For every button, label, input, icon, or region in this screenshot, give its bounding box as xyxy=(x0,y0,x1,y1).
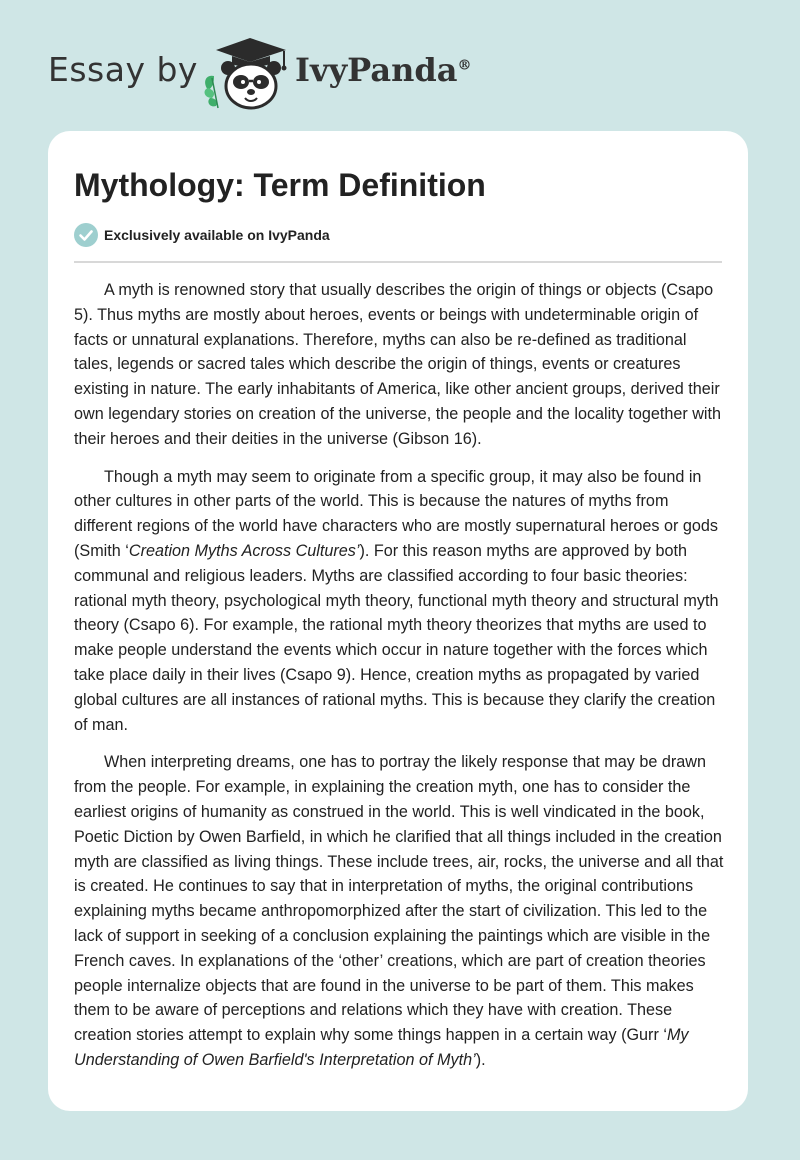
essay-body xyxy=(74,278,724,1086)
exclusive-badge xyxy=(74,222,330,248)
citation-title: Creation Myths Across Cultures’ xyxy=(128,541,360,560)
paragraph-text: Though a myth may seem to originate from a specific group, it may also be found in other cultures in other parts of the world. This is because the natures of myths from different regions of the world have characters who are mostly supernatural heroes or gods (Smith ‘ xyxy=(74,467,718,560)
paragraph-text: When interpreting dreams, one has to portray the likely response that may be drawn from the people. For example, in explaining the creation myth, one has to consider the earliest origins of humanity as construed in the world. This is well vindicated in the book, Poetic Diction by Owen Barfield, in which he clarified that all things included in the creation myth are classified as living things. These include trees, air, rocks, the universe and all that is created. He continues to say that in interpretation of myths, the original contributions explaining myths became anthropomorphized after the start of civilization. This led to the lack of support in seeking of a conclusion explaining the paintings which are visible in the French caves. In explanations of the ‘other’ creations, which are part of creation theories people internalize objects that are found in the universe to be part of them. This makes them to be aware of perceptions and relations which they have with creation. These creation stories attempt to explain why some things happen in a certain way (Gurr ‘ xyxy=(74,753,724,1045)
title-divider xyxy=(74,261,722,263)
paragraph xyxy=(74,278,724,452)
exclusive-badge-text: Exclusively available on IvyPanda xyxy=(104,227,330,243)
panda-logo-icon[interactable] xyxy=(198,32,290,112)
essay-card xyxy=(48,131,748,1111)
citation-title: My Understanding of Owen Barfield's Interpretation of Myth’ xyxy=(74,1026,689,1069)
check-circle-icon xyxy=(74,223,98,247)
brand-name[interactable] xyxy=(295,51,471,89)
paragraph xyxy=(74,465,724,738)
paragraph xyxy=(74,750,724,1072)
paragraph-text: A myth is renowned story that usually describes the origin of things or objects (Csapo 5). Thus myths are mostly about heroes, events or beings with undeterminable origin of facts or unnatural explanations. Therefore, myths can also be re-defined as traditional tales, legends or sacred tales which describe the origin of things, events or creatures existing in nature. The early inhabitants of America, like other ancient groups, derived their own legendary stories on creation of the universe, the people and the locality together with their heroes and their deities in the universe (Gibson 16). xyxy=(74,281,722,448)
paragraph-text: ). For this reason myths are approved by both communal and religious leaders. Myths are classified according to four basic theories: rational myth theory, psychological myth theory, functional myth theory and structural myth theory (Csapo 6). For example, the rational myth theory theorizes that myths are used to make people understand the events which occur in nature together with the forces which take place daily in their lives (Csapo 9). Hence, creation myths as propagated by varied global cultures are all instances of rational myths. This is because they clarify the creation of man. xyxy=(74,541,719,734)
registered-mark: ® xyxy=(457,57,472,74)
brand-text: IvyPanda xyxy=(295,51,458,89)
site-header xyxy=(0,0,800,130)
page-title: Mythology: Term Definition xyxy=(74,167,486,203)
paragraph-text: ). xyxy=(475,1050,486,1069)
essay-by-label: Essay by xyxy=(48,50,198,89)
